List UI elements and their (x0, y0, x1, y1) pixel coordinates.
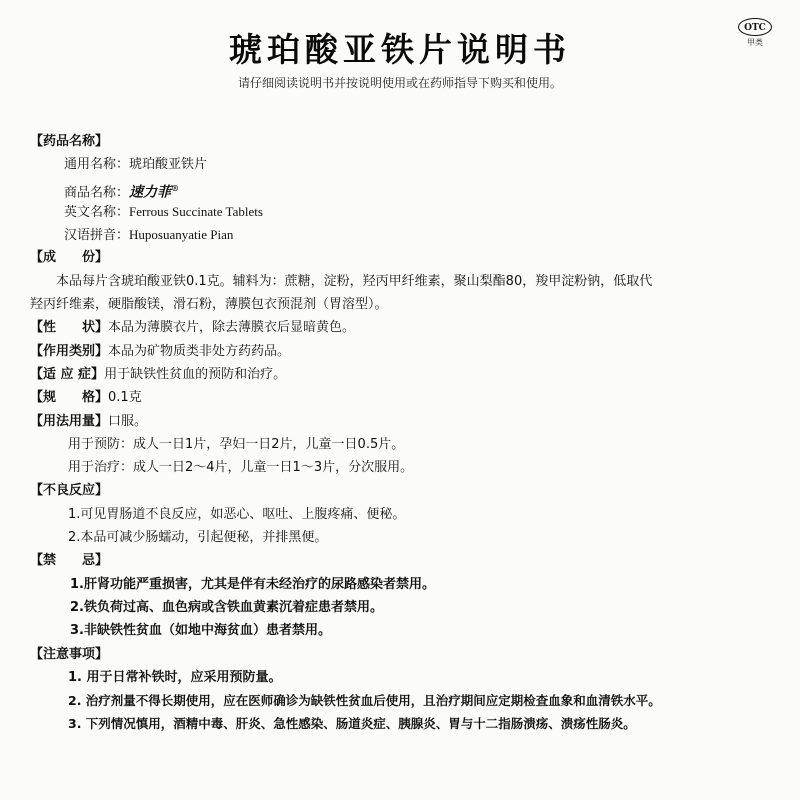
brand-name-value: 速力菲 (129, 184, 172, 201)
dosage-row (30, 410, 780, 433)
indication-text: 用于缺铁性贫血的预防和治疗。 (104, 366, 287, 382)
dosage-prevention: 用于预防：成人一日1片，孕妇一日2片，儿童一日0.5片。 (68, 436, 405, 452)
category-row (30, 340, 780, 363)
brand-name-row (30, 177, 780, 200)
section-heading: 【药品名称】 (30, 134, 109, 149)
otc-badge (735, 18, 775, 48)
pinyin-name-row (30, 223, 780, 246)
spec-row (30, 386, 780, 409)
section-heading: 【成 份】 (30, 250, 109, 266)
section-heading: 【适 应 症】 (30, 366, 105, 382)
precaution-item: 1. 用于日常补铁时，应采用预防量。 (68, 669, 282, 685)
otc-class: 甲类 (747, 38, 763, 47)
registered-mark: ® (171, 182, 180, 193)
precaution-item: 2. 治疗剂量不得长期使用，应在医师确诊为缺铁性贫血后使用，且治疗期间应定期检查血象和血清铁水平。 (68, 693, 661, 709)
contraindication-item: 2.铁负荷过高、血色病或含铁血黄素沉着症患者禁用。 (70, 599, 383, 615)
composition-heading-row (30, 246, 780, 269)
section-heading: 【规 格】 (30, 390, 109, 406)
section-heading: 【作用类别】 (30, 343, 109, 359)
brand-name-label: 商品名称： (64, 185, 130, 201)
precautions-heading-row (30, 643, 780, 666)
generic-name-label: 通用名称： (64, 157, 130, 173)
section-heading: 【不良反应】 (30, 483, 109, 499)
composition-line-1: 本品每片含琥珀酸亚铁0.1克。辅料为：蔗糖，淀粉，羟丙甲纤维素，聚山梨酯80，羧甲淀粉钠，低取代 (56, 273, 653, 289)
spec-text: 0.1克 (108, 390, 142, 406)
english-name-row (30, 200, 780, 223)
pinyin-name-label: 汉语拼音： (64, 228, 130, 244)
generic-name-row (30, 153, 780, 176)
english-name-label: 英文名称： (64, 204, 130, 220)
appearance-row (30, 316, 780, 339)
generic-name-value: 琥珀酸亚铁片 (129, 157, 208, 173)
pinyin-name-value: Huposuanyatie Pian (129, 227, 234, 243)
dosage-text: 口服。 (108, 413, 148, 429)
english-name-value: Ferrous Succinate Tablets (129, 203, 263, 219)
category-text: 本品为矿物质类非处方药药品。 (108, 343, 291, 359)
adverse-item: 1.可见胃肠道不良反应，如恶心、呕吐、上腹疼痛、便秘。 (68, 506, 406, 522)
adverse-item: 2.本品可减少肠蠕动，引起便秘，并排黑便。 (68, 530, 328, 546)
adverse-heading-row (30, 479, 780, 502)
document-subtitle: 请仔细阅读说明书并按说明使用或在药师指导下购买和使用。 (237, 76, 562, 90)
document-title: 琥珀酸亚铁片说明书 (229, 30, 571, 69)
section-heading: 【禁 忌】 (30, 553, 109, 569)
composition-line-2: 羟丙纤维素，硬脂酸镁，滑石粉，薄膜包衣预混剂（胃溶型）。 (30, 297, 388, 313)
leaflet-content (30, 130, 780, 736)
dosage-treatment: 用于治疗：成人一日2～4片，儿童一日1～3片，分次服用。 (68, 460, 414, 476)
contraindication-item: 3.非缺铁性贫血（如地中海贫血）患者禁用。 (70, 623, 331, 639)
section-heading: 【注意事项】 (30, 646, 109, 662)
otc-mark: OTC (738, 18, 772, 36)
contraindication-item: 1.肝肾功能严重损害，尤其是伴有未经治疗的尿路感染者禁用。 (70, 576, 435, 592)
appearance-text: 本品为薄膜衣片，除去薄膜衣后显暗黄色。 (108, 320, 356, 336)
section-heading: 【用法用量】 (30, 413, 109, 429)
contraindications-heading-row (30, 549, 780, 572)
section-heading: 【性 状】 (30, 320, 109, 336)
name-section-heading (30, 130, 780, 153)
indication-row (30, 363, 780, 386)
precaution-item: 3. 下列情况慎用，酒精中毒、肝炎、急性感染、肠道炎症、胰腺炎、胃与十二指肠溃疡、溃疡性肠炎。 (68, 716, 636, 732)
